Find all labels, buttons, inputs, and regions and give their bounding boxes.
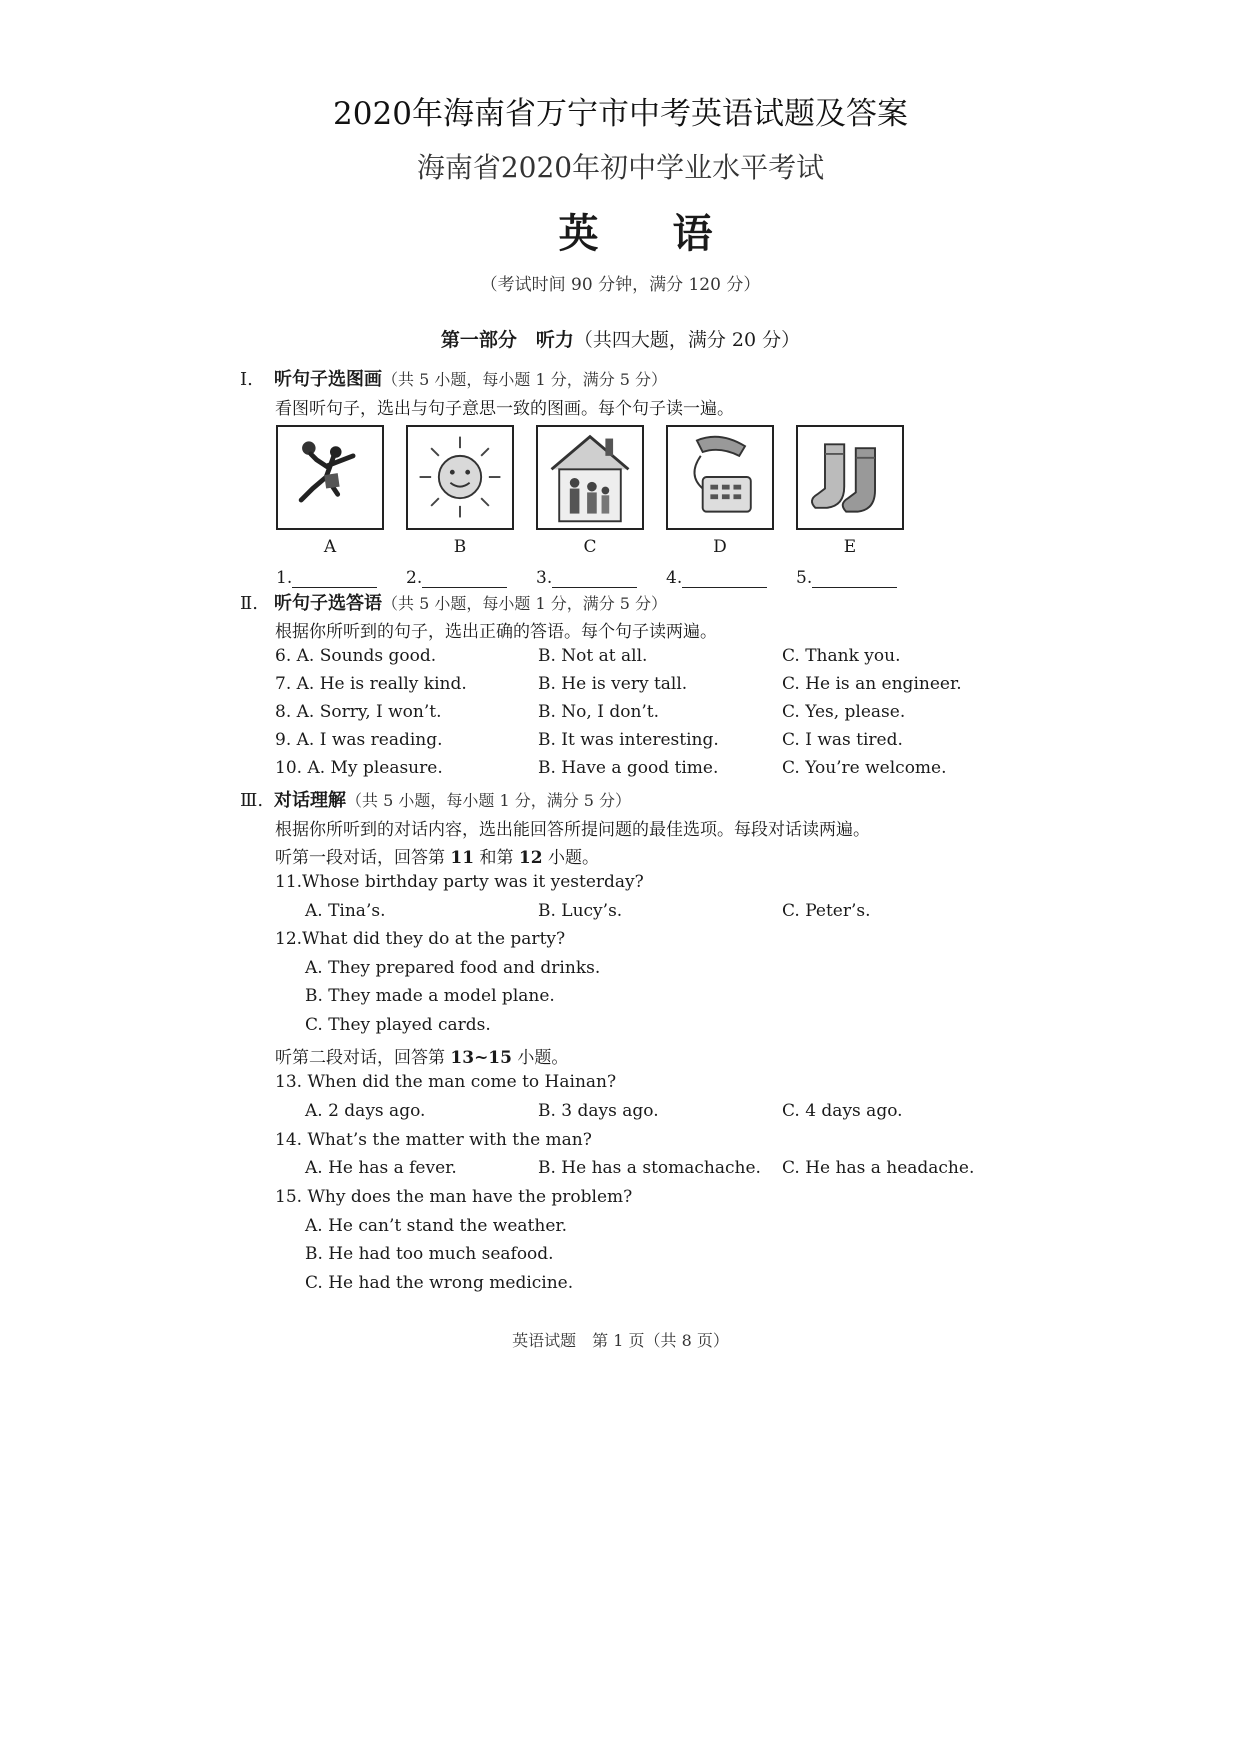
section1-number: Ⅰ. xyxy=(240,369,253,390)
exam-title: 海南省2020年初中学业水平考试 xyxy=(416,151,825,184)
question-9-option-b: B. It was interesting. xyxy=(538,730,719,750)
picture-e-label: E xyxy=(843,537,857,557)
picture-d-label: D xyxy=(713,537,727,557)
section3-instruction: 根据你所听到的对话内容，选出能回答所提问题的最佳选项。每段对话读两遍。 xyxy=(275,820,870,840)
question-7-option-c: C. He is an engineer. xyxy=(782,674,962,694)
section1-instruction: 看图听句子，选出与句子意思一致的图画。每个句子读一遍。 xyxy=(275,399,734,419)
question-13-option-c: C. 4 days ago. xyxy=(782,1101,903,1121)
section3-note: （共 5 小题，每小题 1 分，满分 5 分） xyxy=(346,791,632,810)
question-11-option-b: B. Lucy’s. xyxy=(538,901,623,921)
question-10-option-c: C. You’re welcome. xyxy=(782,758,947,778)
section3-heading xyxy=(240,786,631,812)
question-14: 14. What’s the matter with the man? xyxy=(275,1130,592,1150)
picture-d xyxy=(666,425,774,530)
picture-c-label: C xyxy=(583,537,597,557)
page-footer: 英语试题 第 1 页（共 8 页） xyxy=(512,1331,729,1350)
picture-b xyxy=(406,425,514,530)
question-12: 12.What did they do at the party? xyxy=(275,929,566,949)
section2-instruction: 根据你所听到的句子，选出正确的答语。每个句子读两遍。 xyxy=(275,622,717,642)
family-house-icon xyxy=(538,427,642,528)
answer-blank-1: 1. xyxy=(276,568,377,588)
question-9-option-a: 9. A. I was reading. xyxy=(275,730,443,750)
question-14-option-b: B. He has a stomachache. xyxy=(538,1158,761,1178)
question-10-option-b: B. Have a good time. xyxy=(538,758,719,778)
question-6-option-c: C. Thank you. xyxy=(782,646,901,666)
question-15-option-a: A. He can’t stand the weather. xyxy=(305,1216,568,1236)
question-7-option-a: 7. A. He is really kind. xyxy=(275,674,467,694)
part-one-note: （共四大题，满分 20 分） xyxy=(573,329,801,351)
question-13: 13. When did the man come to Hainan? xyxy=(275,1072,617,1092)
picture-a xyxy=(276,425,384,530)
document-title: 2020年海南省万宁市中考英语试题及答案 xyxy=(333,96,908,132)
question-11-option-a: A. Tina’s. xyxy=(305,901,386,921)
section3-title: 对话理解 xyxy=(274,790,346,811)
question-10-option-a: 10. A. My pleasure. xyxy=(275,758,443,778)
question-12-option-c: C. They played cards. xyxy=(305,1015,491,1035)
answer-blank-5: 5. xyxy=(796,568,897,588)
question-11: 11.Whose birthday party was it yesterday? xyxy=(275,872,644,892)
telephone-icon xyxy=(668,427,772,528)
picture-b-label: B xyxy=(453,537,467,557)
question-8-option-b: B. No, I don’t. xyxy=(538,702,660,722)
section2-number: Ⅱ. xyxy=(240,593,258,614)
question-11-option-c: C. Peter’s. xyxy=(782,901,871,921)
question-6-option-b: B. Not at all. xyxy=(538,646,648,666)
question-14-option-a: A. He has a fever. xyxy=(305,1158,457,1178)
question-15: 15. Why does the man have the problem? xyxy=(275,1187,633,1207)
basketball-player-icon xyxy=(278,427,382,528)
question-12-option-a: A. They prepared food and drinks. xyxy=(305,958,601,978)
part-one-title: 第一部分 听力 xyxy=(440,329,574,351)
question-8-option-a: 8. A. Sorry, I won’t. xyxy=(275,702,442,722)
question-12-option-b: B. They made a model plane. xyxy=(305,986,555,1006)
section2-title: 听句子选答语 xyxy=(274,593,382,614)
section1-note: （共 5 小题，每小题 1 分，满分 5 分） xyxy=(382,370,668,389)
section1-heading xyxy=(240,365,667,391)
socks-icon xyxy=(798,427,902,528)
picture-c xyxy=(536,425,644,530)
subject-heading: 英 语 xyxy=(558,210,743,257)
dialog-1-instruction: 听第一段对话，回答第 11 和第 12 小题。 xyxy=(275,848,599,868)
question-9-option-c: C. I was tired. xyxy=(782,730,903,750)
section3-number: Ⅲ. xyxy=(240,790,264,811)
dialog-2-instruction: 听第二段对话，回答第 13~15 小题。 xyxy=(275,1048,569,1068)
picture-a-label: A xyxy=(323,537,337,557)
answer-blank-3: 3. xyxy=(536,568,637,588)
sun-icon xyxy=(408,427,512,528)
picture-e xyxy=(796,425,904,530)
section2-note: （共 5 小题，每小题 1 分，满分 5 分） xyxy=(382,594,668,613)
section2-heading xyxy=(240,589,667,615)
question-13-option-b: B. 3 days ago. xyxy=(538,1101,659,1121)
answer-blank-4: 4. xyxy=(666,568,767,588)
time-note: （考试时间 90 分钟，满分 120 分） xyxy=(480,275,761,295)
question-14-option-c: C. He has a headache. xyxy=(782,1158,975,1178)
question-8-option-c: C. Yes, please. xyxy=(782,702,906,722)
section1-title: 听句子选图画 xyxy=(274,369,382,390)
question-15-option-c: C. He had the wrong medicine. xyxy=(305,1273,574,1293)
answer-blank-2: 2. xyxy=(406,568,507,588)
question-6-option-a: 6. A. Sounds good. xyxy=(275,646,437,666)
question-7-option-b: B. He is very tall. xyxy=(538,674,688,694)
question-13-option-a: A. 2 days ago. xyxy=(305,1101,426,1121)
question-15-option-b: B. He had too much seafood. xyxy=(305,1244,554,1264)
part-one-heading xyxy=(0,325,1241,352)
